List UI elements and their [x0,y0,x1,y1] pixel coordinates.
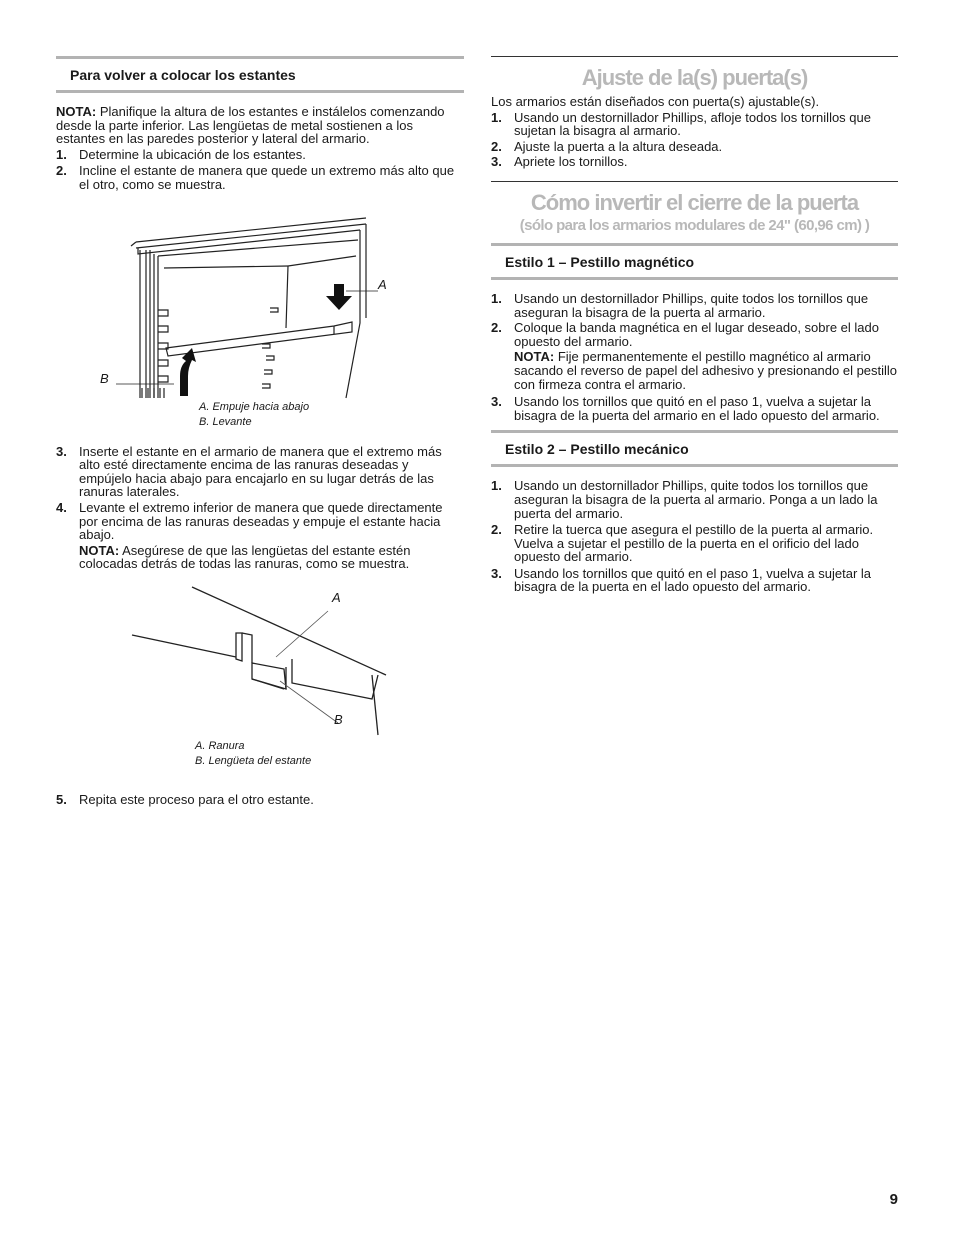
shelf-step-4: 4. Levante el extremo inferior de manera que quede directamente por encima de las ranuras deseadas y empuje el estante hacia abajo. NOTA: Asegúrese de que las lengüetas del estante estén colocadas detrás de todas las ranuras, como se muestra. [56,501,464,571]
title-door-adjust: Ajuste de la(s) puerta(s) [581,65,808,90]
section-heading-shelves: Para volver a colocar los estantes [56,56,464,93]
style1-step-1: 1. Usando un destornillador Phillips, quite todos los tornillos que aseguran la bisagra de la puerta al armario. [491,290,869,320]
style1-step-2: 2. Coloque la banda magnética en el lugar deseado, sobre el lado opuesto del armario. NOTA: Fije permanentemente el pestillo magnético al armario sacando el reverso de papel del adhesivo y presionando el pestillo con firmeza contra el armario. [491,320,898,392]
style2-step-1: 1. Usando un destornillador Phillips, quite todos los tornillos que aseguran la bisagra de la puerta al armario. Ponga a un lado la puerta del armario. [491,478,878,521]
door-step-1: 1. Usando un destornillador Phillips, afloje todos los tornillos que sujetan la bisagra al armario. [491,109,871,139]
style2-step-3: 3. Usando los tornillos que quitó en el paso 1, vuelva a sujetar la bisagra de la puerta en el lado opuesto del armario. [491,565,871,595]
shelf-step-5: 5. Repita este proceso para el otro estante. [56,791,314,807]
title1-rule [491,56,898,57]
shelf-step-3: 3. Inserte el estante en el armario de manera que el extremo más alto esté directamente encima de las ranuras deseadas y empújelo hacia abajo para encajarlo en su lugar detrás de las ranuras laterales. [56,443,442,500]
fig1-caption: A. Empuje hacia abajo B. Levante [199,400,310,428]
title-reverse-latch: Cómo invertir el cierre de la puerta [530,189,859,215]
figure-shelf-tilt [56,198,464,443]
shelves-note: NOTA: Planifique la altura de los estantes e instálelos comenzando desde la parte inferior. Las lengüetas de metal sostienen a los estantes en las paredes posterior y lateral del armario. [56,104,445,147]
door-step-2: 2. Ajuste la puerta a la altura deseada. [491,138,723,154]
fig2-caption: A. Ranura B. Lengüeta del estante [195,739,312,767]
section-heading-style1: Estilo 1 – Pestillo magnético [491,243,898,280]
style1-step-3: 3. Usando los tornillos que quitó en el paso 1, vuelva a sujetar la bisagra de la puerta del armario en el lado opuesto del armario. [491,394,880,423]
title-reverse-latch-sub: (sólo para los armarios modulares de 24" (60,96 cm) ) [519,216,870,234]
right-column [491,56,898,594]
style1-note: NOTA: Fije permanentemente el pestillo magnético al armario sacando el reverso de papel del adhesivo y presionando el pestillo con firmeza contra el armario. [514,349,898,392]
style2-step-2: 2. Retire la tuerca que asegura el pestillo de la puerta al armario. Vuelva a sujetar el pestillo de la puerta en el orificio del lado opuesto del armario. [491,522,874,565]
page-number: 9 [889,1191,898,1208]
door-intro: Los armarios están diseñados con puerta(s) ajustable(s). [491,94,820,109]
section-heading-style2: Estilo 2 – Pestillo mecánico [491,430,898,467]
door-step-3: 3. Apriete los tornillos. [491,154,628,170]
shelf-step-2: 2. Incline el estante de manera que quede un extremo más alto que el otro, como se muestra. [56,163,455,192]
fig1-label-b: B [100,370,109,386]
fig1-label-a: A [378,276,387,292]
fig2-label-a: A [332,589,341,605]
fig2-label-b: B [334,711,343,727]
shelf-step-4-note: NOTA: Asegúrese de que las lengüetas del estante estén colocadas detrás de todas las ranuras, como se muestra. [79,542,411,572]
figure-shelf-tab [56,579,464,787]
left-column [56,56,464,807]
shelf-step-1: 1. Determine la ubicación de los estantes. [56,146,306,162]
title2-rule [491,181,898,182]
